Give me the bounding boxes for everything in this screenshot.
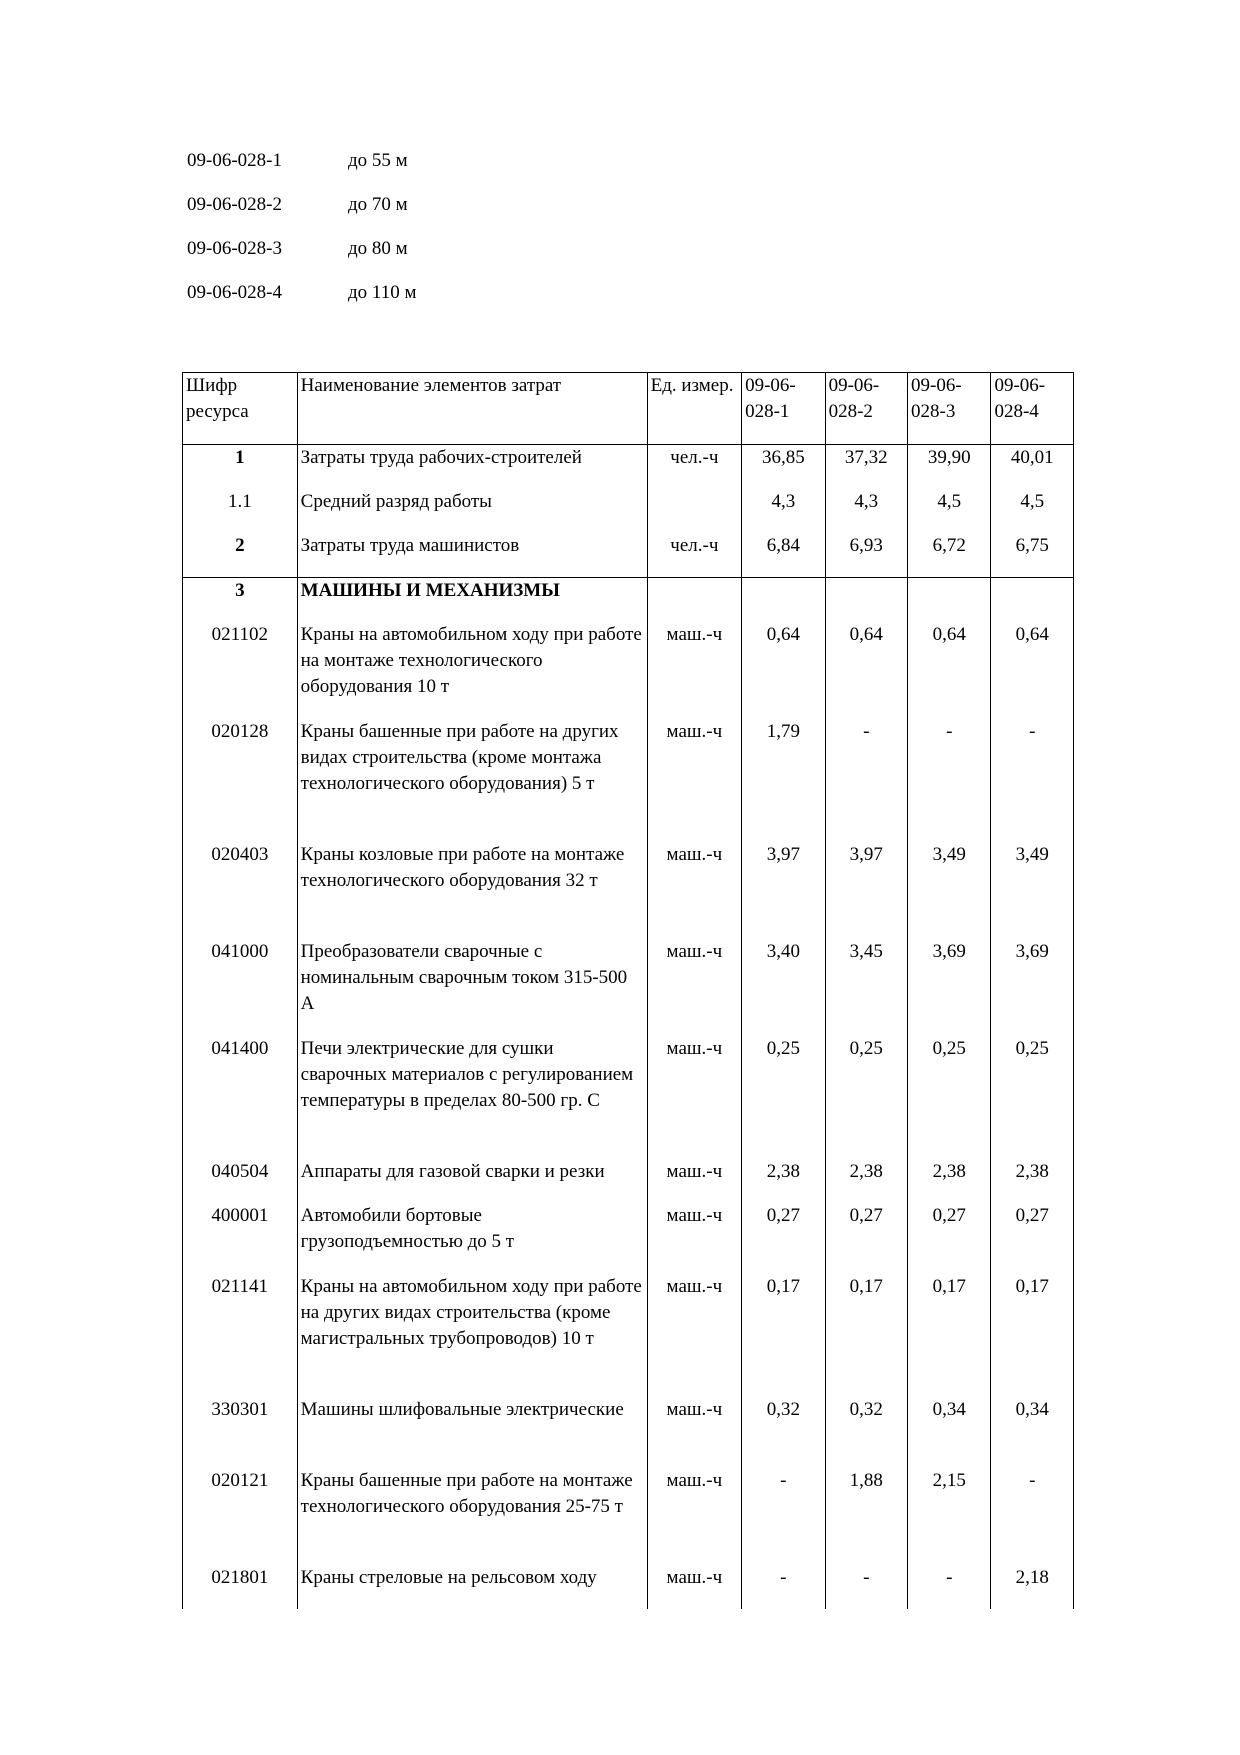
row-name: Средний разряд работы [297,489,647,533]
header-col-2: 09-06-028-2 [825,373,907,445]
header-unit: Ед. измер. [647,373,742,445]
row-name: Краны на автомобильном ходу при работе на монтаже технологического оборудования 10 т [297,622,647,719]
table-row [183,533,1074,578]
code-label: до 80 м [348,238,408,259]
row-value: 6,75 [991,533,1074,578]
row-code: 3 [183,578,298,623]
row-value: 0,17 [742,1274,825,1397]
row-code: 021102 [183,622,298,719]
row-name: Краны башенные при работе на монтаже технологического оборудования 25-75 т [297,1468,647,1565]
row-value: 6,93 [825,533,907,578]
row-value: 3,97 [825,842,907,939]
row-code: 400001 [183,1203,298,1274]
row-code: 1.1 [183,489,298,533]
table-row [183,1397,1074,1468]
row-name: Краны стреловые на рельсовом ходу [297,1565,647,1609]
row-value: 0,25 [742,1036,825,1159]
row-value: 0,64 [908,622,991,719]
row-value: 2,38 [742,1159,825,1203]
row-value: 2,15 [908,1468,991,1565]
row-code: 020121 [183,1468,298,1565]
row-value: 0,64 [825,622,907,719]
table-row [183,445,1074,490]
header-col-3: 09-06-028-3 [908,373,991,445]
row-value: 3,69 [908,939,991,1036]
row-name: Краны на автомобильном ходу при работе на других видах строительства (кроме магистральных трубопроводов) 10 т [297,1274,647,1397]
row-name: Автомобили бортовые грузоподъемностью до 5 т [297,1203,647,1274]
row-value: - [991,1468,1074,1565]
row-value: 40,01 [991,445,1074,490]
row-value: 6,84 [742,533,825,578]
row-value: 4,5 [908,489,991,533]
row-name: Аппараты для газовой сварки и резки [297,1159,647,1203]
row-code: 2 [183,533,298,578]
code-number: 09-06-028-1 [187,150,282,171]
table-row [183,842,1074,939]
code-label: до 55 м [348,150,408,171]
row-unit: маш.-ч [647,1565,742,1609]
row-name: Краны козловые при работе на монтаже технологического оборудования 32 т [297,842,647,939]
row-name: Краны башенные при работе на других видах строительства (кроме монтажа технологического оборудования) 5 т [297,719,647,842]
row-value: 1,88 [825,1468,907,1565]
row-value: 0,17 [908,1274,991,1397]
resource-table [182,372,1074,1609]
row-value: - [825,719,907,842]
row-code: 041400 [183,1036,298,1159]
row-value: 3,69 [991,939,1074,1036]
row-code: 040504 [183,1159,298,1203]
row-value: - [991,719,1074,842]
row-name: Затраты труда машинистов [297,533,647,578]
row-value: 2,38 [991,1159,1074,1203]
header-code: Шифр ресурса [183,373,298,445]
row-value: 2,38 [825,1159,907,1203]
code-label: до 70 м [348,194,408,215]
row-value: 4,3 [825,489,907,533]
row-unit [647,578,742,623]
row-code: 041000 [183,939,298,1036]
row-code: 020128 [183,719,298,842]
table-row [183,1468,1074,1565]
row-value: 0,32 [825,1397,907,1468]
row-unit: маш.-ч [647,1274,742,1397]
row-code: 021141 [183,1274,298,1397]
table-row [183,939,1074,1036]
row-name: Машины шлифовальные электрические [297,1397,647,1468]
table-row [183,719,1074,842]
row-value: 2,38 [908,1159,991,1203]
row-value: 3,45 [825,939,907,1036]
row-unit: маш.-ч [647,1397,742,1468]
row-unit: маш.-ч [647,622,742,719]
code-label: до 110 м [348,282,417,303]
row-name: Преобразователи сварочные с номинальным сварочным током 315-500 А [297,939,647,1036]
row-value: 6,72 [908,533,991,578]
code-list [187,148,417,324]
row-value: 0,32 [742,1397,825,1468]
row-value: - [908,719,991,842]
row-name: Затраты труда рабочих-строителей [297,445,647,490]
row-unit: маш.-ч [647,719,742,842]
row-value: 0,34 [908,1397,991,1468]
row-value: 3,40 [742,939,825,1036]
table-row [183,1159,1074,1203]
code-number: 09-06-028-4 [187,282,282,303]
table-header-row [183,373,1074,445]
row-value: 3,49 [991,842,1074,939]
row-code: 1 [183,445,298,490]
row-value: 0,25 [908,1036,991,1159]
row-value: 36,85 [742,445,825,490]
code-line [187,280,417,324]
row-value: 37,32 [825,445,907,490]
header-col-1: 09-06-028-1 [742,373,825,445]
header-name: Наименование элементов затрат [297,373,647,445]
table-row [183,1565,1074,1609]
table-row [183,1203,1074,1274]
table-row [183,622,1074,719]
row-unit: маш.-ч [647,939,742,1036]
row-value: 4,5 [991,489,1074,533]
row-value: 3,97 [742,842,825,939]
table-row [183,1036,1074,1159]
row-value: 0,17 [825,1274,907,1397]
row-unit: маш.-ч [647,1203,742,1274]
row-unit [647,489,742,533]
row-name: Печи электрические для сушки сварочных материалов с регулированием температуры в пределах 80-500 гр. С [297,1036,647,1159]
row-value: 0,64 [991,622,1074,719]
row-code: 020403 [183,842,298,939]
row-value: - [742,1468,825,1565]
row-value: 0,17 [991,1274,1074,1397]
code-line [187,236,417,280]
table-section-row [183,578,1074,623]
row-unit: маш.-ч [647,1036,742,1159]
row-value: 0,34 [991,1397,1074,1468]
row-value: 0,27 [742,1203,825,1274]
table-row [183,1274,1074,1397]
code-line [187,148,417,192]
header-col-4: 09-06-028-4 [991,373,1074,445]
row-code: 330301 [183,1397,298,1468]
row-value [991,578,1074,623]
row-value: - [908,1565,991,1609]
row-value: 3,49 [908,842,991,939]
code-number: 09-06-028-2 [187,194,282,215]
row-value: - [825,1565,907,1609]
row-value: 1,79 [742,719,825,842]
row-value: 4,3 [742,489,825,533]
row-unit: маш.-ч [647,842,742,939]
row-unit: маш.-ч [647,1468,742,1565]
table-row [183,489,1074,533]
row-value: 0,25 [825,1036,907,1159]
row-value: 0,27 [825,1203,907,1274]
row-value: 0,27 [991,1203,1074,1274]
row-value: 0,64 [742,622,825,719]
row-unit: чел.-ч [647,445,742,490]
row-value [908,578,991,623]
row-unit: чел.-ч [647,533,742,578]
row-value [825,578,907,623]
code-line [187,192,417,236]
row-unit: маш.-ч [647,1159,742,1203]
row-code: 021801 [183,1565,298,1609]
row-value [742,578,825,623]
row-value: 2,18 [991,1565,1074,1609]
row-value: - [742,1565,825,1609]
row-value: 39,90 [908,445,991,490]
row-value: 0,27 [908,1203,991,1274]
row-name: МАШИНЫ И МЕХАНИЗМЫ [297,578,647,623]
code-number: 09-06-028-3 [187,238,282,259]
row-value: 0,25 [991,1036,1074,1159]
